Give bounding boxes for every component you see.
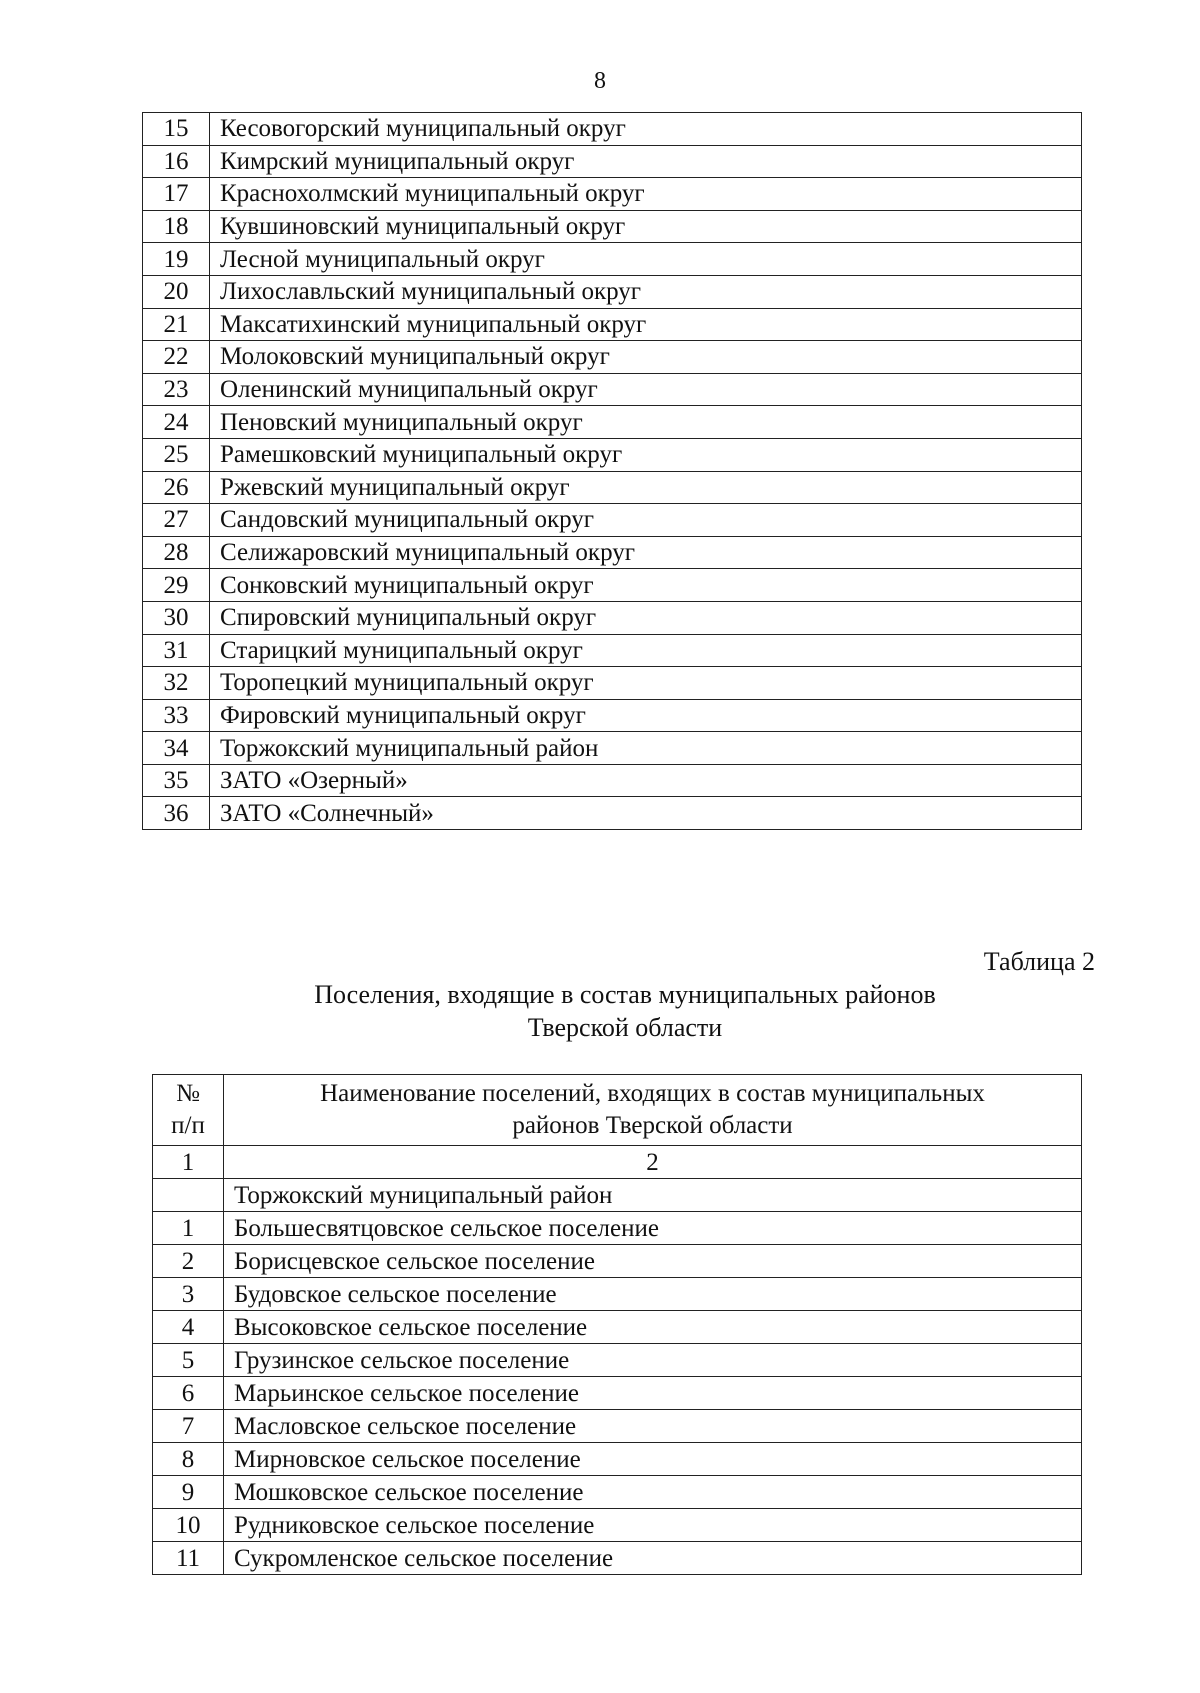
row-name-cell: Марьинское сельское поселение [224,1377,1082,1410]
table-row [153,1311,1082,1344]
table-row [143,699,1082,732]
municipal-districts-table [142,112,1082,830]
row-number-cell: 24 [143,406,210,439]
row-name-cell: Сонковский муниципальный округ [210,569,1082,602]
row-number-cell: 6 [153,1377,224,1410]
municipal-districts-table-body [143,113,1082,830]
row-number-cell: 32 [143,667,210,700]
header-name-cell [224,1075,1082,1146]
page-number: 8 [594,68,606,94]
row-name-cell: Торжокский муниципальный район [210,732,1082,765]
table-row [143,634,1082,667]
settlements-table-body [153,1075,1082,1575]
row-number-cell: 22 [143,341,210,374]
header-num-line-1: № [176,1080,200,1107]
row-name-cell: Лихославльский муниципальный округ [210,275,1082,308]
row-number-cell: 16 [143,145,210,178]
row-number-cell: 20 [143,275,210,308]
table-label: Таблица 2 [983,947,1095,976]
row-number-cell: 2 [153,1245,224,1278]
row-number-cell: 26 [143,471,210,504]
row-name-cell: Кимрский муниципальный округ [210,145,1082,178]
header-num-line-2: п/п [171,1112,205,1139]
row-name-cell: Краснохолмский муниципальный округ [210,178,1082,211]
table-row [143,243,1082,276]
row-name-cell: Мошковское сельское поселение [224,1476,1082,1509]
row-name-cell: Масловское сельское поселение [224,1410,1082,1443]
row-name-cell: Мирновское сельское поселение [224,1443,1082,1476]
table-row [143,178,1082,211]
table-row [153,1476,1082,1509]
table-row [143,732,1082,765]
header-num-cell [153,1075,224,1146]
row-name-cell: Пеновский муниципальный округ [210,406,1082,439]
table-row [143,471,1082,504]
table-row [153,1509,1082,1542]
row-name-cell: Оленинский муниципальный округ [210,373,1082,406]
row-name-cell: Грузинское сельское поселение [224,1344,1082,1377]
row-name-cell: ЗАТО «Озерный» [210,764,1082,797]
row-number-cell: 18 [143,210,210,243]
settlements-table [152,1074,1082,1575]
row-name-cell: Сандовский муниципальный округ [210,504,1082,537]
row-number-cell: 7 [153,1410,224,1443]
table-caption-line-1: Поселения, входящие в состав муниципальных районов [314,980,936,1009]
row-name-cell: Старицкий муниципальный округ [210,634,1082,667]
group-title-cell: Торжокский муниципальный район [224,1179,1082,1212]
table-row [143,536,1082,569]
row-name-cell: Будовское сельское поселение [224,1278,1082,1311]
row-number-cell: 29 [143,569,210,602]
table-row [153,1443,1082,1476]
row-number-cell: 4 [153,1311,224,1344]
table-row [143,797,1082,830]
table-row [153,1542,1082,1575]
row-name-cell: Торопецкий муниципальный округ [210,667,1082,700]
row-number-cell: 3 [153,1278,224,1311]
row-number-cell: 27 [143,504,210,537]
table-row [143,667,1082,700]
table-row [153,1344,1082,1377]
column-index-1: 1 [153,1146,224,1179]
row-name-cell: Селижаровский муниципальный округ [210,536,1082,569]
table-row [143,308,1082,341]
row-number-cell: 23 [143,373,210,406]
row-name-cell: Сукромленское сельское поселение [224,1542,1082,1575]
header-name-line-2: районов Тверской области [512,1112,793,1139]
table-row [153,1410,1082,1443]
table-row [143,438,1082,471]
table-caption [150,978,1100,1044]
row-number-cell: 25 [143,438,210,471]
table-row [143,341,1082,374]
table-row [143,373,1082,406]
table-row [153,1245,1082,1278]
row-name-cell: Ржевский муниципальный округ [210,471,1082,504]
table-caption-line-2: Тверской области [527,1013,723,1042]
row-number-cell: 15 [143,113,210,146]
row-number-cell: 9 [153,1476,224,1509]
row-number-cell: 11 [153,1542,224,1575]
row-number-cell: 21 [143,308,210,341]
row-number-cell: 30 [143,601,210,634]
table-row [143,569,1082,602]
row-number-cell: 34 [143,732,210,765]
row-number-cell: 1 [153,1212,224,1245]
row-name-cell: Борисцевское сельское поселение [224,1245,1082,1278]
table-row [143,145,1082,178]
table-row [143,210,1082,243]
row-number-cell: 5 [153,1344,224,1377]
row-number-cell: 19 [143,243,210,276]
row-number-cell: 10 [153,1509,224,1542]
table-row [153,1278,1082,1311]
table-row [143,601,1082,634]
row-number-cell: 17 [143,178,210,211]
table-row [143,504,1082,537]
table-header-row [153,1075,1082,1146]
header-name-line-1: Наименование поселений, входящих в состав муниципальных [320,1080,985,1107]
row-number-cell: 28 [143,536,210,569]
group-title-num-cell [153,1179,224,1212]
column-index-2: 2 [224,1146,1082,1179]
row-number-cell: 33 [143,699,210,732]
row-name-cell: Лесной муниципальный округ [210,243,1082,276]
row-name-cell: Молоковский муниципальный округ [210,341,1082,374]
row-number-cell: 31 [143,634,210,667]
row-name-cell: Рамешковский муниципальный округ [210,438,1082,471]
row-name-cell: ЗАТО «Солнечный» [210,797,1082,830]
group-title-row [153,1179,1082,1212]
row-name-cell: Высоковское сельское поселение [224,1311,1082,1344]
table-row [143,764,1082,797]
row-number-cell: 35 [143,764,210,797]
table-row [153,1212,1082,1245]
row-name-cell: Максатихинский муниципальный округ [210,308,1082,341]
column-index-row [153,1146,1082,1179]
row-name-cell: Фировский муниципальный округ [210,699,1082,732]
row-number-cell: 36 [143,797,210,830]
row-name-cell: Кесовогорский муниципальный округ [210,113,1082,146]
row-name-cell: Рудниковское сельское поселение [224,1509,1082,1542]
row-number-cell: 8 [153,1443,224,1476]
row-name-cell: Большесвятцовское сельское поселение [224,1212,1082,1245]
table-row [143,275,1082,308]
row-name-cell: Спировский муниципальный округ [210,601,1082,634]
table-row [143,113,1082,146]
table-row [143,406,1082,439]
row-name-cell: Кувшиновский муниципальный округ [210,210,1082,243]
table-row [153,1377,1082,1410]
